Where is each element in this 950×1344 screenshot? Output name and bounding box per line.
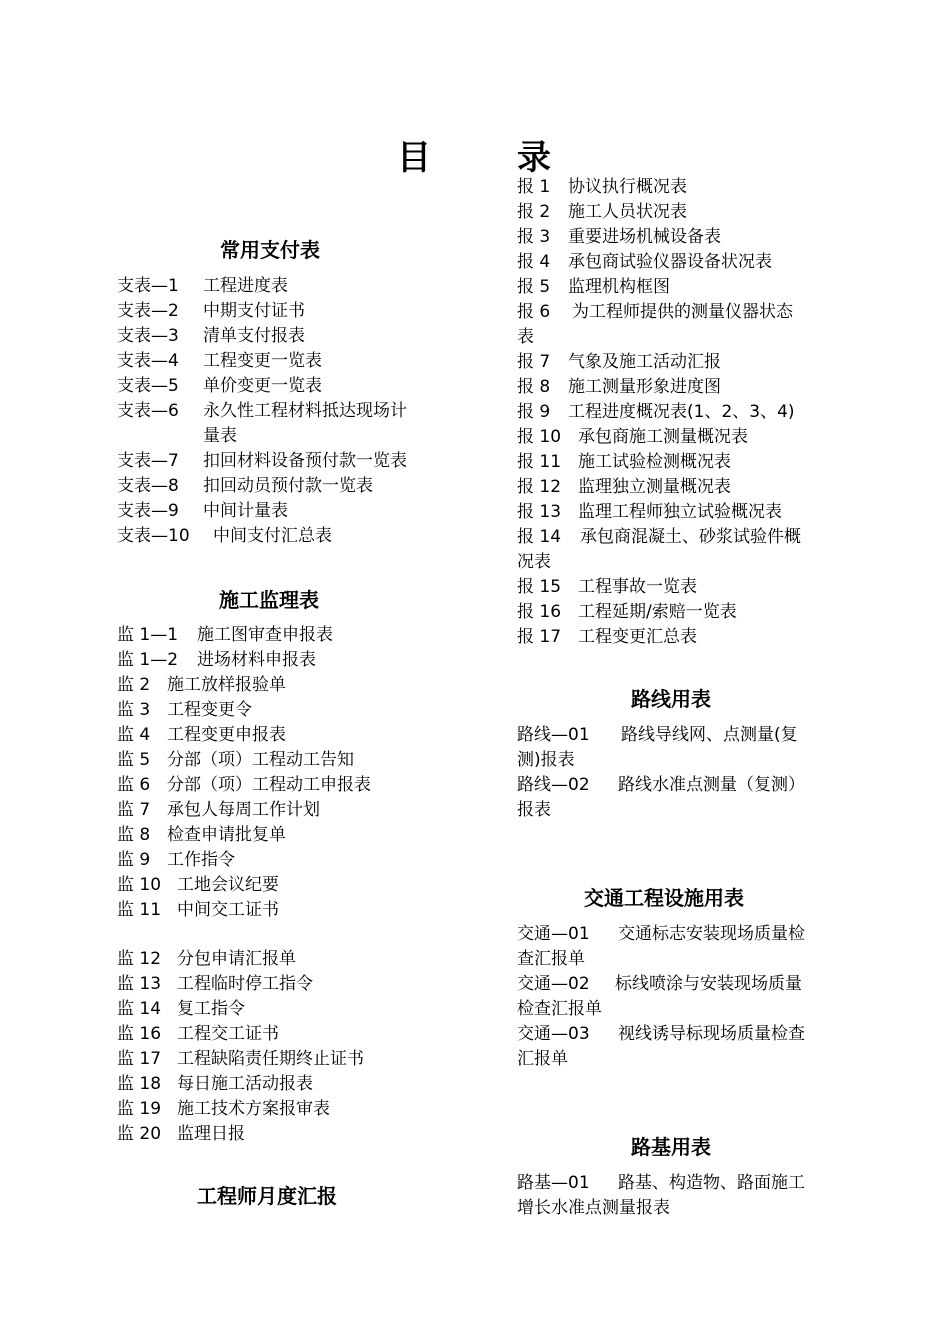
toc-entry-continuation [203, 424, 237, 449]
toc-code: 支表—3 [117, 326, 179, 346]
toc-label: 承包商施工测量概况表 [578, 427, 748, 447]
toc-label: 监理工程师独立试验概况表 [578, 502, 782, 522]
toc-entry[interactable] [517, 475, 731, 500]
toc-entry[interactable] [517, 1022, 805, 1047]
toc-label: 工程进度概况表(1、2、3、4) [568, 402, 795, 422]
toc-entry[interactable] [517, 225, 721, 250]
toc-label: 检查申请批复单 [167, 825, 286, 845]
toc-label: 工程进度表 [203, 276, 288, 296]
toc-code: 监 7 [117, 800, 151, 820]
toc-entry[interactable] [517, 723, 798, 748]
toc-label: 测)报表 [517, 750, 575, 770]
toc-entry[interactable] [117, 823, 286, 848]
toc-entry[interactable] [517, 200, 687, 225]
toc-code: 监 6 [117, 775, 151, 795]
toc-entry[interactable] [117, 374, 322, 399]
toc-entry[interactable] [117, 673, 286, 698]
toc-entry[interactable] [517, 1171, 805, 1196]
toc-code: 报 8 [517, 377, 551, 397]
toc-label: 量表 [203, 426, 237, 446]
toc-label: 查汇报单 [517, 949, 585, 969]
toc-entry[interactable] [117, 1022, 279, 1047]
toc-entry[interactable] [117, 947, 296, 972]
toc-code: 监 4 [117, 725, 151, 745]
toc-entry[interactable] [117, 798, 320, 823]
toc-entry[interactable] [517, 250, 772, 275]
toc-code: 监 20 [117, 1124, 162, 1144]
toc-entry[interactable] [117, 1047, 364, 1072]
toc-label: 分部（项）工程动工申报表 [167, 775, 371, 795]
toc-entry[interactable] [117, 1122, 245, 1147]
toc-code: 监 13 [117, 974, 162, 994]
toc-code: 报 10 [517, 427, 562, 447]
toc-code: 监 10 [117, 875, 162, 895]
toc-entry[interactable] [117, 1072, 313, 1097]
toc-label: 汇报单 [517, 1049, 568, 1069]
toc-code: 支表—4 [117, 351, 179, 371]
title-char-2: 录 [517, 138, 551, 178]
toc-label: 分包申请汇报单 [177, 949, 296, 969]
toc-entry[interactable] [517, 375, 721, 400]
toc-entry-continuation [517, 1047, 568, 1072]
toc-entry[interactable] [517, 275, 670, 300]
toc-label: 中间计量表 [203, 501, 288, 521]
toc-entry[interactable] [117, 449, 407, 474]
toc-code: 监 9 [117, 850, 151, 870]
toc-entry[interactable] [517, 425, 748, 450]
title-char-1: 目 [397, 138, 431, 178]
toc-label: 工程交工证书 [177, 1024, 279, 1044]
toc-label: 中期支付证书 [203, 301, 305, 321]
toc-code: 支表—7 [117, 451, 179, 471]
toc-entry[interactable] [517, 450, 731, 475]
toc-code: 监 16 [117, 1024, 162, 1044]
toc-code: 监 2 [117, 675, 151, 695]
page-title [0, 130, 950, 176]
toc-label: 检查汇报单 [517, 999, 602, 1019]
toc-label: 扣回动员预付款一览表 [203, 476, 373, 496]
toc-code: 监 8 [117, 825, 151, 845]
toc-entry-continuation [517, 325, 534, 350]
toc-code: 监 14 [117, 999, 162, 1019]
toc-entry[interactable] [117, 848, 235, 873]
toc-code: 监 5 [117, 750, 151, 770]
toc-code: 交通—03 [517, 1024, 590, 1044]
toc-label: 工程变更申报表 [167, 725, 286, 745]
section-heading-supervision: 施工监理表 [219, 588, 319, 612]
toc-label: 工程临时停工指令 [177, 974, 313, 994]
toc-code: 支表—1 [117, 276, 179, 296]
toc-entry-continuation [517, 997, 602, 1022]
toc-label: 复工指令 [177, 999, 245, 1019]
toc-label: 路线水准点测量（复测） [618, 775, 805, 795]
toc-code: 监 1—2 [117, 650, 179, 670]
toc-label: 表 [517, 327, 534, 347]
toc-code: 报 4 [517, 252, 551, 272]
toc-code: 监 19 [117, 1099, 162, 1119]
toc-entry[interactable] [117, 399, 407, 424]
toc-entry[interactable] [517, 525, 801, 550]
toc-code: 报 7 [517, 352, 551, 372]
toc-label: 工程缺陷责任期终止证书 [177, 1049, 364, 1069]
toc-entry[interactable] [517, 300, 793, 325]
toc-label: 交通标志安装现场质量检 [618, 924, 805, 944]
toc-entry[interactable] [517, 773, 805, 798]
toc-code: 报 15 [517, 577, 562, 597]
toc-label: 施工技术方案报审表 [177, 1099, 330, 1119]
toc-code: 报 11 [517, 452, 562, 472]
toc-entry[interactable] [117, 997, 245, 1022]
toc-entry[interactable] [117, 274, 288, 299]
toc-entry[interactable] [517, 400, 795, 425]
toc-label: 扣回材料设备预付款一览表 [203, 451, 407, 471]
toc-code: 报 6 [517, 302, 551, 322]
toc-label: 工程延期/索赔一览表 [578, 602, 737, 622]
toc-entry[interactable] [117, 972, 313, 997]
toc-label: 单价变更一览表 [203, 376, 322, 396]
toc-label: 工程事故一览表 [578, 577, 697, 597]
toc-entry[interactable] [517, 175, 687, 200]
toc-label: 进场材料申报表 [197, 650, 316, 670]
toc-entry[interactable] [117, 524, 332, 549]
toc-label: 工程变更令 [167, 700, 252, 720]
toc-code: 支表—5 [117, 376, 179, 396]
toc-label: 中间交工证书 [177, 900, 279, 920]
toc-label: 监理日报 [177, 1124, 245, 1144]
toc-label: 承包商试验仪器设备状况表 [568, 252, 772, 272]
toc-label: 监理机构框图 [568, 277, 670, 297]
toc-label: 施工放样报验单 [167, 675, 286, 695]
toc-entry-continuation [517, 947, 585, 972]
toc-label: 协议执行概况表 [568, 177, 687, 197]
toc-label: 施工试验检测概况表 [578, 452, 731, 472]
toc-entry[interactable] [517, 922, 805, 947]
toc-entry[interactable] [517, 972, 802, 997]
toc-label: 路基、构造物、路面施工 [618, 1173, 805, 1193]
toc-label: 每日施工活动报表 [177, 1074, 313, 1094]
toc-label: 标线喷涂与安装现场质量 [615, 974, 802, 994]
section-heading-common-payment: 常用支付表 [220, 238, 320, 262]
toc-code: 监 11 [117, 900, 162, 920]
toc-label: 施工人员状况表 [568, 202, 687, 222]
toc-label: 为工程师提供的测量仪器状态 [572, 302, 793, 322]
toc-label: 增长水准点测量报表 [517, 1198, 670, 1218]
toc-code: 支表—9 [117, 501, 179, 521]
toc-label: 中间支付汇总表 [213, 526, 332, 546]
toc-code: 报 12 [517, 477, 562, 497]
toc-label: 分部（项）工程动工告知 [167, 750, 354, 770]
toc-code: 报 17 [517, 627, 562, 647]
toc-entry-continuation [517, 798, 551, 823]
section-heading-route: 路线用表 [631, 687, 711, 711]
toc-label: 气象及施工活动汇报 [568, 352, 721, 372]
toc-code: 交通—02 [517, 974, 590, 994]
toc-code: 监 12 [117, 949, 162, 969]
toc-code: 支表—2 [117, 301, 179, 321]
toc-label: 况表 [517, 552, 551, 572]
toc-label: 路线导线网、点测量(复 [621, 725, 798, 745]
toc-code: 支表—10 [117, 526, 190, 546]
toc-entry[interactable] [117, 299, 305, 324]
toc-entry[interactable] [117, 773, 371, 798]
toc-label: 工作指令 [167, 850, 235, 870]
toc-code: 交通—01 [517, 924, 590, 944]
toc-code: 报 3 [517, 227, 551, 247]
toc-code: 报 5 [517, 277, 551, 297]
toc-entry[interactable] [117, 324, 305, 349]
toc-entry-continuation [517, 748, 575, 773]
toc-entry[interactable] [117, 623, 333, 648]
toc-label: 永久性工程材料抵达现场计 [203, 401, 407, 421]
toc-label: 工程变更一览表 [203, 351, 322, 371]
toc-entry[interactable] [117, 499, 288, 524]
toc-code: 报 16 [517, 602, 562, 622]
toc-entry[interactable] [117, 898, 279, 923]
toc-label: 重要进场机械设备表 [568, 227, 721, 247]
toc-entry[interactable] [117, 748, 354, 773]
toc-label: 工地会议纪要 [177, 875, 279, 895]
toc-entry-continuation [517, 1196, 670, 1221]
toc-entry[interactable] [117, 723, 286, 748]
toc-entry[interactable] [117, 648, 316, 673]
toc-entry[interactable] [117, 349, 322, 374]
toc-label: 承包商混凝土、砂浆试验件概 [580, 527, 801, 547]
toc-entry[interactable] [117, 873, 279, 898]
toc-label: 工程变更汇总表 [578, 627, 697, 647]
toc-label: 承包人每周工作计划 [167, 800, 320, 820]
toc-code: 路基—01 [517, 1173, 590, 1193]
toc-entry[interactable] [517, 500, 782, 525]
toc-label: 报表 [517, 800, 551, 820]
toc-code: 报 14 [517, 527, 562, 547]
toc-code: 报 1 [517, 177, 551, 197]
toc-code: 报 2 [517, 202, 551, 222]
toc-entry[interactable] [117, 1097, 330, 1122]
toc-entry[interactable] [117, 474, 373, 499]
toc-code: 监 18 [117, 1074, 162, 1094]
toc-code: 报 13 [517, 502, 562, 522]
toc-code: 监 3 [117, 700, 151, 720]
toc-code: 监 17 [117, 1049, 162, 1069]
toc-label: 监理独立测量概况表 [578, 477, 731, 497]
toc-entry[interactable] [517, 350, 721, 375]
toc-code: 支表—8 [117, 476, 179, 496]
section-heading-traffic: 交通工程设施用表 [584, 886, 744, 910]
section-heading-monthly-report: 工程师月度汇报 [197, 1184, 337, 1208]
toc-label: 清单支付报表 [203, 326, 305, 346]
toc-entry-continuation [517, 550, 551, 575]
toc-code: 支表—6 [117, 401, 179, 421]
toc-entry[interactable] [517, 625, 697, 650]
toc-code: 报 9 [517, 402, 551, 422]
toc-code: 路线—01 [517, 725, 590, 745]
toc-label: 施工测量形象进度图 [568, 377, 721, 397]
toc-entry[interactable] [517, 575, 697, 600]
toc-entry[interactable] [117, 698, 252, 723]
toc-code: 路线—02 [517, 775, 590, 795]
toc-label: 施工图审查申报表 [197, 625, 333, 645]
toc-entry[interactable] [517, 600, 737, 625]
toc-code: 监 1—1 [117, 625, 179, 645]
section-heading-roadbed: 路基用表 [631, 1135, 711, 1159]
toc-label: 视线诱导标现场质量检查 [618, 1024, 805, 1044]
